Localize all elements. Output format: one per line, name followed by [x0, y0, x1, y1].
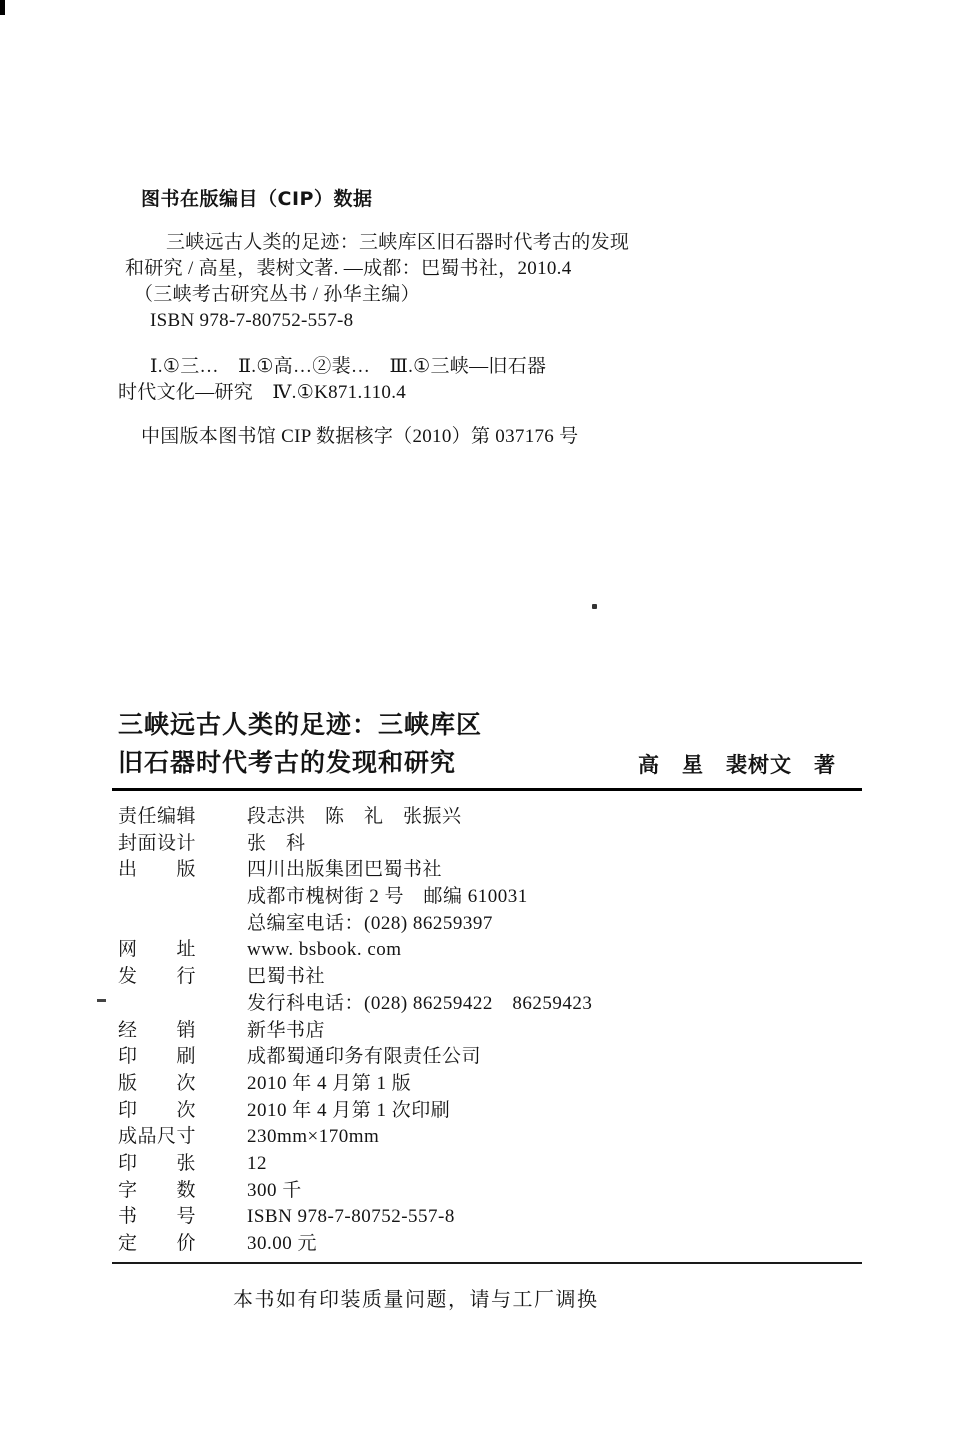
colophon-row-label: 字 数 — [118, 1179, 197, 1201]
cip-record-number: 中国版本图书馆 CIP 数据核字（2010）第 037176 号 — [141, 426, 579, 447]
colophon-row-value: 成都市槐树街 2 号 邮编 610031 — [247, 886, 528, 908]
cip-classification-line: 时代文化—研究 Ⅳ.①K871.110.4 — [118, 382, 407, 403]
scan-artifact-speck — [592, 604, 597, 609]
colophon-row — [118, 1124, 758, 1151]
colophon-row-value: 张 科 — [247, 832, 306, 854]
colophon-row-label: 网 址 — [118, 939, 197, 961]
colophon-row — [118, 991, 758, 1018]
colophon-row — [118, 857, 758, 884]
cip-entry-line: 和研究 / 高星，裴树文著. —成都：巴蜀书社，2010.4 — [125, 258, 572, 279]
colophon-row — [118, 1231, 758, 1258]
colophon-row-value: www. bsbook. com — [247, 939, 402, 961]
cip-entry-line: （三峡考古研究丛书 / 孙华主编） — [134, 284, 420, 305]
scan-artifact-edge-mark — [0, 0, 5, 15]
cip-block — [118, 186, 718, 450]
colophon-row-label: 印 次 — [118, 1099, 197, 1121]
colophon-row-label: 版 次 — [118, 1072, 197, 1094]
colophon-row — [118, 1018, 758, 1045]
quality-exchange-note: 本书如有印装质量问题，请与工厂调换 — [233, 1289, 599, 1311]
colophon-row-value: 2010 年 4 月第 1 次印刷 — [247, 1099, 451, 1121]
cip-heading: 图书在版编目（CIP）数据 — [141, 188, 373, 210]
cip-classification-line: Ⅰ.①三… Ⅱ.①高…②裴… Ⅲ.①三峡—旧石器 — [150, 356, 547, 377]
colophon-row-value: 2010 年 4 月第 1 版 — [247, 1072, 412, 1094]
colophon-row-label: 印 张 — [118, 1152, 197, 1174]
book-title-line2: 旧石器时代考古的发现和研究 — [118, 748, 457, 777]
cip-entry-line: 三峡远古人类的足迹：三峡库区旧石器时代考古的发现 — [166, 232, 630, 253]
colophon-row-value: 230mm×170mm — [247, 1126, 380, 1148]
colophon-row-value: 新华书店 — [247, 1019, 326, 1041]
colophon-row — [118, 1178, 758, 1205]
colophon-row-label: 封面设计 — [118, 832, 197, 854]
colophon-table — [118, 804, 758, 1258]
colophon-row-label: 定 价 — [118, 1233, 197, 1254]
colophon-row — [118, 1071, 758, 1098]
colophon-row — [118, 884, 758, 911]
colophon-row-label: 书 号 — [118, 1206, 197, 1228]
colophon-row — [118, 831, 758, 858]
colophon-row-label: 责任编辑 — [118, 806, 197, 827]
colophon-row-value: 发行科电话：(028) 86259422 86259423 — [247, 992, 593, 1014]
colophon-row — [118, 1098, 758, 1125]
colophon-row — [118, 911, 758, 938]
colophon-row — [118, 1204, 758, 1231]
book-authors: 高 星 裴树文 著 — [638, 753, 836, 777]
divider-rule-top — [112, 788, 862, 791]
scan-artifact-dash — [97, 999, 106, 1002]
colophon-row-label: 印 刷 — [118, 1046, 197, 1068]
colophon-row-value: 四川出版集团巴蜀书社 — [247, 859, 443, 881]
colophon-row-value: 12 — [247, 1152, 267, 1174]
colophon-row — [118, 937, 758, 964]
colophon-row-label: 成品尺寸 — [118, 1126, 197, 1148]
colophon-row-value: 巴蜀书社 — [247, 966, 326, 988]
colophon-row-value: 300 千 — [247, 1179, 302, 1201]
colophon-row-label: 发 行 — [118, 966, 197, 988]
colophon-row-label: 经 销 — [118, 1019, 197, 1041]
colophon-row-label: 出 版 — [118, 859, 197, 881]
book-title — [118, 706, 638, 782]
colophon-row — [118, 804, 758, 831]
colophon-row-value: ISBN 978-7-80752-557-8 — [247, 1206, 455, 1228]
divider-rule-bottom — [112, 1262, 862, 1264]
colophon-row — [118, 1151, 758, 1178]
colophon-row — [118, 964, 758, 991]
colophon-row-value: 成都蜀通印务有限责任公司 — [247, 1046, 482, 1068]
colophon-row-value: 总编室电话：(028) 86259397 — [247, 912, 493, 934]
colophon-row-value: 30.00 元 — [247, 1233, 318, 1254]
cip-isbn-line: ISBN 978-7-80752-557-8 — [150, 310, 354, 331]
book-title-line1: 三峡远古人类的足迹：三峡库区 — [118, 710, 483, 739]
colophon-rows — [118, 804, 758, 1258]
colophon-row-value: 段志洪 陈 礼 张振兴 — [247, 806, 462, 827]
cip-classification — [118, 354, 718, 406]
colophon-row — [118, 1044, 758, 1071]
